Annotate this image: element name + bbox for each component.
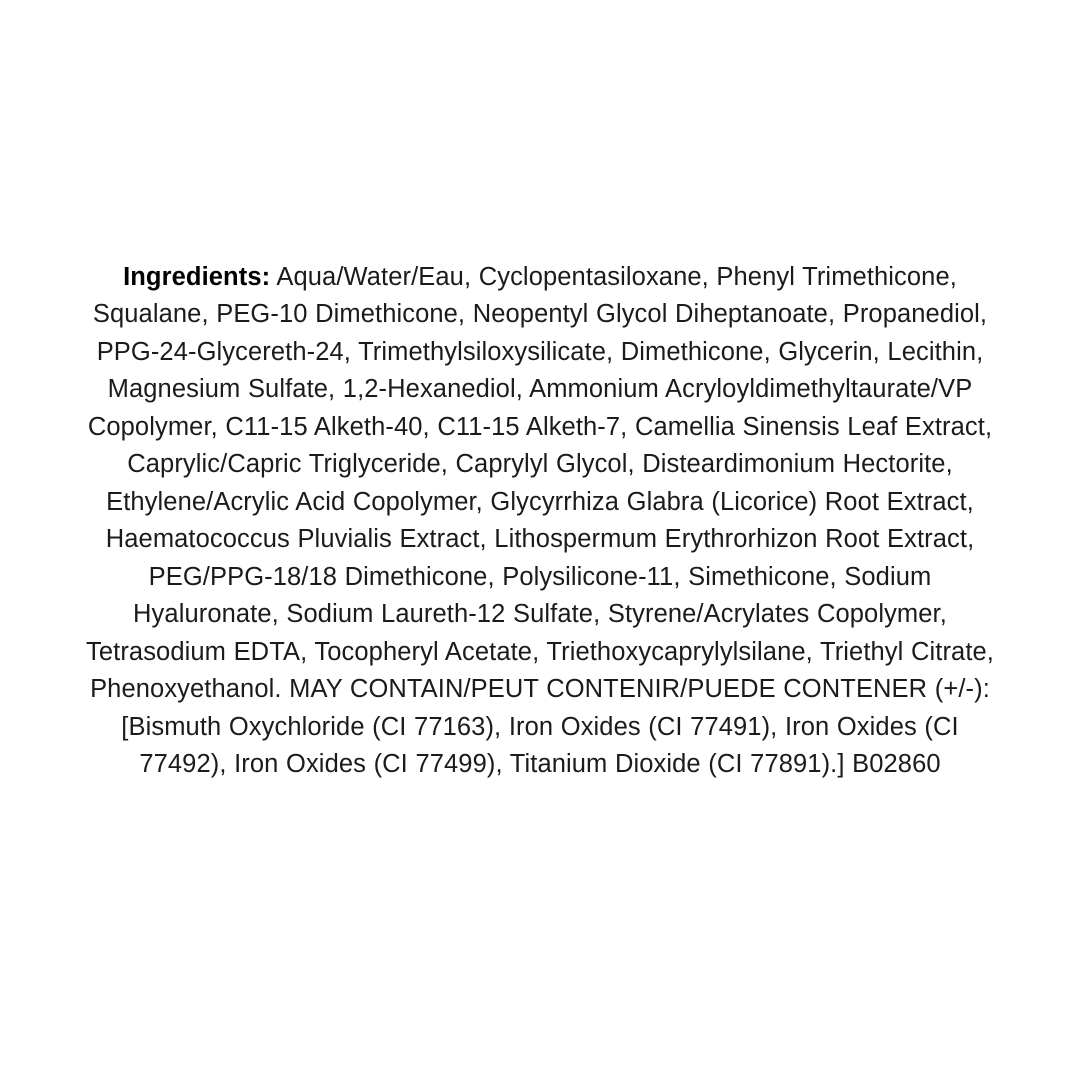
ingredients-label: Ingredients: xyxy=(123,262,271,291)
ingredients-paragraph xyxy=(80,259,1000,784)
ingredients-list-text: Aqua/Water/Eau, Cyclopentasiloxane, Phenyl Trimethicone, Squalane, PEG-10 Dimethicone, Neopentyl Glycol Diheptanoate, Propanediol, PPG-24-Glycereth-24, Trimethylsiloxysilicate, Dimethicone, Glycerin, Lecithin, Magnesium Sulfate, 1,2-Hexanediol, Ammonium Acryloyldimethyltaurate/VP Copolymer, C11-15 Alketh-40, C11-15 Alketh-7, Camellia Sinensis Leaf Extract, Caprylic/Capric Triglyceride, Caprylyl Glycol, Disteardimonium Hectorite, Ethylene/Acrylic Acid Copolymer, Glycyrrhiza Glabra (Licorice) Root Extract, Haematococcus Pluvialis Extract, Lithospermum Erythrorhizon Root Extract, PEG/PPG-18/18 Dimethicone, Polysilicone-11, Simethicone, Sodium Hyaluronate, Sodium Laureth-12 Sulfate, Styrene/Acrylates Copolymer, Tetrasodium EDTA, Tocopheryl Acetate, Triethoxycaprylylsilane, Triethyl Citrate, Phenoxyethanol. MAY CONTAIN/PEUT CONTENIR/PUEDE CONTENER (+/-): [Bismuth Oxychloride (CI 77163), Iron Oxides (CI 77491), Iron Oxides (CI 77492), Iron Oxides (CI 77499), Titanium Dioxide (CI 77891).] B02860 xyxy=(86,262,994,779)
